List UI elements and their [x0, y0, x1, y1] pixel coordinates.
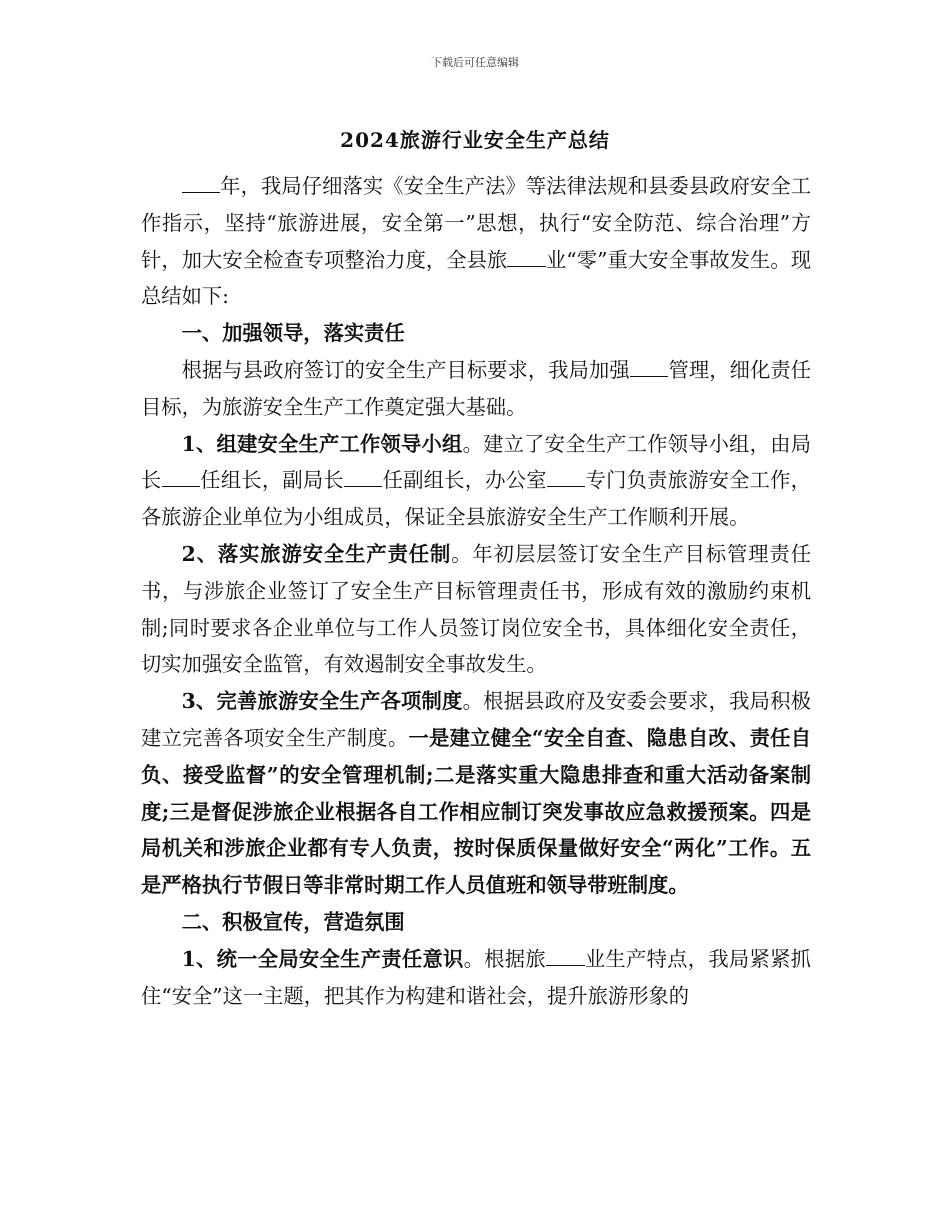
text-run: 。年初层层签订安全生产目标管理责任书，与涉旅企业签订了安全生产目标管理责任书，形成有效的激励约束机制;同时要求各企业单位与工作人员签订岗位安全书，具体细化安全责任，切实加强安全监管，有效遏制安全事故发生。: [141, 541, 811, 677]
section-heading-2: 二、积极宣传，营造氛围: [181, 909, 405, 934]
text-run: 业“零”重大安全事故发生。现总结如下:: [141, 247, 811, 309]
fill-blank: [182, 174, 221, 193]
text-run: 。根据县政府及安委会要求，我局积极建立完善各项安全生产制度。: [141, 689, 811, 750]
fill-blank: [162, 468, 201, 487]
text-run: 。建立了安全生产工作领导小组，由局长: [141, 431, 811, 493]
text-run: 根据与县政府签订的安全生产目标要求，我局加强: [181, 357, 630, 382]
subheading: 3、完善旅游安全生产各项制度: [181, 689, 463, 714]
document-body: [141, 168, 811, 1014]
subheading: 1、统一全局安全生产责任意识: [181, 946, 464, 971]
text-run: 专门负责旅游安全工作，各旅游企业单位为小组成员，保证全县旅游安全生产工作顺利开展。: [141, 468, 811, 530]
paragraph-6: [141, 941, 811, 1015]
text-run: 年，我局仔细落实《安全生产法》等法律法规和县委县政府安全工作指示，坚持“旅游进展，安全第一”思想，执行“安全防范、综合治理”方针，加大安全检查专项整治力度，全县旅: [141, 174, 811, 272]
paragraph-4: [141, 536, 811, 683]
text-run: 业生产特点，我局紧紧抓住“安全”这一主题，把其作为构建和谐社会，提升旅游形象的: [141, 946, 811, 1008]
subheading: 1、组建安全生产工作领导小组: [181, 431, 463, 456]
fill-blank: [344, 468, 383, 487]
text-run: 管理，细化责任目标，为旅游安全生产工作奠定强大基础。: [141, 357, 811, 419]
paragraph-2: [141, 352, 811, 426]
fill-blank: [546, 946, 585, 965]
subheading: 2、落实旅游安全生产责任制: [181, 541, 452, 566]
fill-blank: [630, 358, 669, 377]
fill-blank: [547, 468, 586, 487]
text-run: 。根据旅: [463, 946, 546, 971]
paragraph-intro: [141, 168, 811, 315]
paragraph-5: [141, 683, 811, 904]
paragraph-3: [141, 426, 811, 536]
fill-blank: [507, 247, 546, 266]
section-heading-1: 一、加强领导，落实责任: [181, 321, 405, 346]
text-run: 任组长，副局长: [200, 468, 344, 493]
page-title: 2024旅游行业安全生产总结: [340, 128, 610, 152]
bold-text-run: 一是建立健全“安全自查、隐患自改、责任自负、接受监督”的安全管理机制;二是落实重大隐患排查和重大活动备案制度;三是督促涉旅企业根据各自工作相应制订突发事故应急救援预案。四是局机关和涉旅企业都有专人负责，按时保质保量做好安全“两化”工作。五是严格执行节假日等非常时期工作人员值班和领导带班制度。: [141, 725, 811, 898]
text-run: 任副组长，办公室: [382, 468, 547, 493]
header-note: 下载后可任意编辑: [431, 56, 519, 69]
